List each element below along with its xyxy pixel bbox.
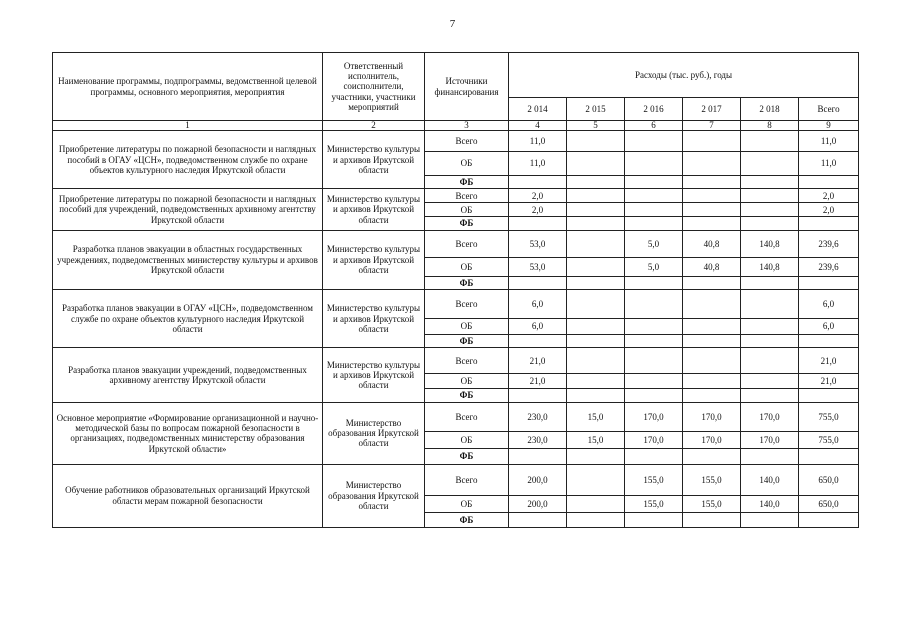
total-value — [799, 217, 859, 230]
year-value — [509, 176, 567, 189]
year-value: 200,0 — [509, 495, 567, 512]
year-value — [741, 348, 799, 374]
year-value: 170,0 — [625, 402, 683, 431]
table-row — [53, 348, 859, 374]
year-value — [683, 189, 741, 203]
year-value: 140,0 — [741, 464, 799, 495]
year-value — [741, 152, 799, 176]
year-value — [509, 335, 567, 348]
funding-source: ФБ — [425, 512, 509, 527]
year-value — [741, 276, 799, 289]
year-value — [625, 374, 683, 389]
year-value — [741, 131, 799, 152]
year-value — [741, 335, 799, 348]
year-value — [683, 335, 741, 348]
column-number: 5 — [567, 121, 625, 131]
year-value — [625, 512, 683, 527]
year-value — [683, 448, 741, 464]
executor: Министерство культуры и архивов Иркутской области — [323, 230, 425, 289]
year-value — [741, 290, 799, 319]
budget-table — [52, 52, 859, 528]
header-name: Наименование программы, подпрограммы, ведомственной целевой программы, основного мероприятия, мероприятия — [53, 53, 323, 121]
year-value — [509, 512, 567, 527]
executor: Министерство культуры и архивов Иркутской области — [323, 131, 425, 189]
column-number: 2 — [323, 121, 425, 131]
funding-source: ОБ — [425, 374, 509, 389]
year-value — [567, 176, 625, 189]
year-value — [741, 448, 799, 464]
year-value: 230,0 — [509, 402, 567, 431]
year-value — [625, 335, 683, 348]
total-value: 650,0 — [799, 464, 859, 495]
year-value — [567, 335, 625, 348]
year-value: 40,8 — [683, 230, 741, 257]
activity-name: Основное мероприятие «Формирование организационной и научно-методической базы по вопросам пожарной безопасности в организациях, подведомственных министерству образования Иркутской области» — [53, 402, 323, 464]
year-value: 11,0 — [509, 131, 567, 152]
funding-source: ОБ — [425, 431, 509, 448]
year-value — [509, 276, 567, 289]
funding-source: Всего — [425, 189, 509, 203]
funding-source: ФБ — [425, 389, 509, 402]
table-row — [53, 290, 859, 319]
funding-source: ФБ — [425, 448, 509, 464]
year-value — [567, 348, 625, 374]
year-value: 170,0 — [741, 431, 799, 448]
year-value — [741, 374, 799, 389]
year-value: 6,0 — [509, 319, 567, 335]
table-row — [53, 464, 859, 495]
total-value — [799, 389, 859, 402]
total-value: 21,0 — [799, 374, 859, 389]
total-value: 6,0 — [799, 319, 859, 335]
total-value: 755,0 — [799, 431, 859, 448]
year-value — [683, 389, 741, 402]
total-value: 650,0 — [799, 495, 859, 512]
year-value: 21,0 — [509, 374, 567, 389]
executor: Министерство культуры и архивов Иркутской области — [323, 189, 425, 230]
year-value: 40,8 — [683, 257, 741, 276]
column-number: 9 — [799, 121, 859, 131]
executor: Министерство культуры и архивов Иркутской области — [323, 348, 425, 402]
page-number: 7 — [449, 18, 456, 30]
year-value: 155,0 — [625, 464, 683, 495]
year-value — [625, 176, 683, 189]
year-value — [683, 290, 741, 319]
year-value — [567, 276, 625, 289]
year-value — [567, 152, 625, 176]
header-year: 2 017 — [683, 98, 741, 121]
year-value — [567, 257, 625, 276]
funding-source: ОБ — [425, 257, 509, 276]
year-value: 230,0 — [509, 431, 567, 448]
year-value — [625, 448, 683, 464]
header-total: Всего — [799, 98, 859, 121]
year-value: 170,0 — [683, 431, 741, 448]
year-value: 21,0 — [509, 348, 567, 374]
year-value — [567, 189, 625, 203]
year-value — [625, 319, 683, 335]
year-value — [567, 203, 625, 217]
header-source: Источники финансирования — [425, 53, 509, 121]
year-value — [625, 131, 683, 152]
activity-name: Разработка планов эвакуации учреждений, подведомственных архивному агентству Иркутской области — [53, 348, 323, 402]
header-year: 2 014 — [509, 98, 567, 121]
year-value: 11,0 — [509, 152, 567, 176]
year-value — [741, 203, 799, 217]
year-value — [683, 217, 741, 230]
year-value — [625, 290, 683, 319]
activity-name: Разработка планов эвакуации в областных государственных учреждениях, подведомственных министерству культуры и архивов Иркутской области — [53, 230, 323, 289]
year-value — [567, 448, 625, 464]
total-value: 11,0 — [799, 131, 859, 152]
column-number: 7 — [683, 121, 741, 131]
total-value — [799, 176, 859, 189]
column-number: 8 — [741, 121, 799, 131]
header-year: 2 016 — [625, 98, 683, 121]
year-value — [509, 448, 567, 464]
funding-source: Всего — [425, 230, 509, 257]
activity-name: Приобретение литературы по пожарной безопасности и наглядных пособий в ОГАУ «ЦСН», подведомственном службе по охране объектов культурного наследия Иркутской области — [53, 131, 323, 189]
header-executor: Ответственный исполнитель, соисполнители, участники, участники мероприятий — [323, 53, 425, 121]
total-value — [799, 276, 859, 289]
year-value — [741, 512, 799, 527]
year-value: 155,0 — [625, 495, 683, 512]
column-number: 6 — [625, 121, 683, 131]
year-value — [567, 319, 625, 335]
year-value: 15,0 — [567, 431, 625, 448]
total-value — [799, 335, 859, 348]
year-value — [567, 512, 625, 527]
executor: Министерство образования Иркутской области — [323, 464, 425, 527]
table-row — [53, 189, 859, 203]
year-value — [625, 276, 683, 289]
activity-name: Разработка планов эвакуации в ОГАУ «ЦСН», подведомственном службе по охране объектов культурного наследия Иркутской области — [53, 290, 323, 348]
table-row — [53, 131, 859, 152]
total-value: 21,0 — [799, 348, 859, 374]
year-value — [683, 203, 741, 217]
year-value: 5,0 — [625, 257, 683, 276]
year-value: 2,0 — [509, 189, 567, 203]
year-value: 155,0 — [683, 464, 741, 495]
year-value — [625, 389, 683, 402]
year-value: 5,0 — [625, 230, 683, 257]
year-value — [625, 348, 683, 374]
header-year: 2 015 — [567, 98, 625, 121]
year-value — [567, 464, 625, 495]
column-number: 4 — [509, 121, 567, 131]
year-value — [683, 276, 741, 289]
year-value: 140,8 — [741, 257, 799, 276]
year-value — [741, 189, 799, 203]
funding-source: Всего — [425, 464, 509, 495]
year-value — [683, 152, 741, 176]
funding-source: ОБ — [425, 319, 509, 335]
year-value — [625, 152, 683, 176]
year-value — [509, 389, 567, 402]
year-value — [683, 176, 741, 189]
year-value: 53,0 — [509, 257, 567, 276]
header-year: 2 018 — [741, 98, 799, 121]
year-value — [683, 319, 741, 335]
year-value: 170,0 — [683, 402, 741, 431]
year-value — [683, 348, 741, 374]
year-value — [625, 203, 683, 217]
funding-source: ОБ — [425, 495, 509, 512]
funding-source: ОБ — [425, 203, 509, 217]
year-value: 140,8 — [741, 230, 799, 257]
year-value — [741, 217, 799, 230]
table-row — [53, 402, 859, 431]
year-value — [509, 217, 567, 230]
year-value: 170,0 — [741, 402, 799, 431]
funding-source: ФБ — [425, 335, 509, 348]
year-value: 155,0 — [683, 495, 741, 512]
total-value — [799, 448, 859, 464]
year-value — [567, 389, 625, 402]
column-number: 3 — [425, 121, 509, 131]
funding-source: Всего — [425, 290, 509, 319]
year-value: 170,0 — [625, 431, 683, 448]
total-value — [799, 512, 859, 527]
year-value — [567, 131, 625, 152]
year-value — [683, 131, 741, 152]
total-value: 239,6 — [799, 257, 859, 276]
funding-source: ОБ — [425, 152, 509, 176]
total-value: 755,0 — [799, 402, 859, 431]
year-value: 53,0 — [509, 230, 567, 257]
year-value — [567, 495, 625, 512]
table-body — [53, 131, 859, 528]
year-value — [567, 374, 625, 389]
year-value: 6,0 — [509, 290, 567, 319]
total-value: 2,0 — [799, 203, 859, 217]
funding-source: Всего — [425, 402, 509, 431]
header-expenses: Расходы (тыс. руб.), годы — [509, 53, 859, 98]
year-value — [683, 512, 741, 527]
total-value: 6,0 — [799, 290, 859, 319]
column-number: 1 — [53, 121, 323, 131]
activity-name: Обучение работников образовательных организаций Иркутской области мерам пожарной безопасности — [53, 464, 323, 527]
total-value: 2,0 — [799, 189, 859, 203]
year-value — [741, 389, 799, 402]
funding-source: Всего — [425, 131, 509, 152]
table-row — [53, 230, 859, 257]
activity-name: Приобретение литературы по пожарной безопасности и наглядных пособий для учреждений, подведомственных архивному агентству Иркутской области — [53, 189, 323, 230]
year-value — [625, 189, 683, 203]
year-value: 200,0 — [509, 464, 567, 495]
executor: Министерство культуры и архивов Иркутской области — [323, 290, 425, 348]
year-value — [741, 319, 799, 335]
funding-source: Всего — [425, 348, 509, 374]
total-value: 239,6 — [799, 230, 859, 257]
year-value — [683, 374, 741, 389]
year-value: 2,0 — [509, 203, 567, 217]
executor: Министерство образования Иркутской области — [323, 402, 425, 464]
year-value — [625, 217, 683, 230]
total-value: 11,0 — [799, 152, 859, 176]
year-value — [567, 230, 625, 257]
funding-source: ФБ — [425, 176, 509, 189]
year-value: 140,0 — [741, 495, 799, 512]
funding-source: ФБ — [425, 217, 509, 230]
year-value — [741, 176, 799, 189]
funding-source: ФБ — [425, 276, 509, 289]
year-value — [567, 290, 625, 319]
year-value: 15,0 — [567, 402, 625, 431]
year-value — [567, 217, 625, 230]
